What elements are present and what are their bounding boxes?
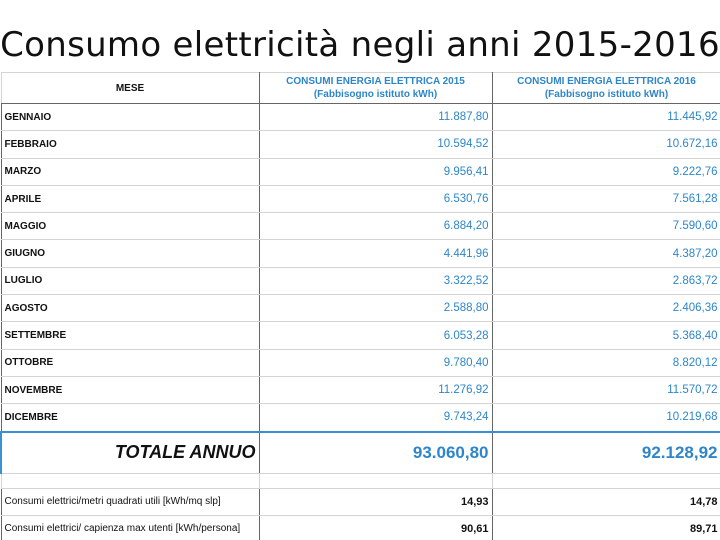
table-row [1,404,720,432]
indicator-2015-value: 90,61 [259,515,492,540]
header-row [1,73,720,104]
value-2016-cell: 10.219,68 [492,404,720,432]
value-2016-cell: 2.406,36 [492,295,720,322]
consumption-table [0,72,720,540]
spacer-row [1,473,720,488]
table-row [1,158,720,185]
table-row [1,213,720,240]
table-row [1,240,720,267]
month-cell: APRILE [1,185,259,212]
table-row [1,104,720,131]
value-2015-cell: 9.743,24 [259,404,492,432]
value-2016-cell: 11.570,72 [492,376,720,403]
indicator-2016-value: 89,71 [492,515,720,540]
month-cell: AGOSTO [1,295,259,322]
table-row [1,185,720,212]
value-2015-cell: 11.276,92 [259,376,492,403]
value-2015-cell: 9.780,40 [259,349,492,376]
value-2016-cell: 11.445,92 [492,104,720,131]
header-2015 [259,73,492,104]
indicator-row [1,488,720,515]
indicator-row [1,515,720,540]
total-row [1,432,720,474]
spacer-cell [492,473,720,488]
month-cell: GIUGNO [1,240,259,267]
value-2016-cell: 7.590,60 [492,213,720,240]
month-cell: LUGLIO [1,267,259,294]
header-2015-title: CONSUMI ENERGIA ELETTRICA 2015 [286,76,465,87]
table-row [1,349,720,376]
value-2015-cell: 6.884,20 [259,213,492,240]
value-2015-cell: 2.588,80 [259,295,492,322]
indicator-2015-value: 14,93 [259,488,492,515]
value-2015-cell: 11.887,80 [259,104,492,131]
value-2016-cell: 2.863,72 [492,267,720,294]
value-2016-cell: 10.672,16 [492,131,720,158]
value-2015-cell: 10.594,52 [259,131,492,158]
value-2016-cell: 7.561,28 [492,185,720,212]
table-row [1,131,720,158]
total-2015-value: 93.060,80 [259,432,492,474]
total-2016-value: 92.128,92 [492,432,720,474]
value-2015-cell: 6.053,28 [259,322,492,349]
consumption-table-sheet [0,72,720,540]
month-cell: MAGGIO [1,213,259,240]
value-2015-cell: 6.530,76 [259,185,492,212]
indicator-2016-value: 14,78 [492,488,720,515]
spacer-cell [259,473,492,488]
month-cell: GENNAIO [1,104,259,131]
table-row [1,267,720,294]
month-cell: MARZO [1,158,259,185]
month-cell: FEBBRAIO [1,131,259,158]
month-cell: SETTEMBRE [1,322,259,349]
header-2016 [492,73,720,104]
table-row [1,295,720,322]
total-label: TOTALE ANNUO [1,432,259,474]
page-title: Consumo elettricità negli anni 2015-2016 [0,25,720,65]
header-2016-subtitle: (Fabbisogno istituto kWh) [544,89,669,100]
value-2015-cell: 4.441,96 [259,240,492,267]
header-2016-title: CONSUMI ENERGIA ELETTRICA 2016 [517,76,696,87]
month-cell: NOVEMBRE [1,376,259,403]
month-cell: DICEMBRE [1,404,259,432]
table-row [1,376,720,403]
value-2016-cell: 5.368,40 [492,322,720,349]
value-2015-cell: 3.322,52 [259,267,492,294]
value-2016-cell: 9.222,76 [492,158,720,185]
value-2016-cell: 4.387,20 [492,240,720,267]
header-2015-subtitle: (Fabbisogno istituto kWh) [313,89,438,100]
spacer-cell [1,473,259,488]
value-2015-cell: 9.956,41 [259,158,492,185]
header-month: MESE [1,73,259,104]
month-cell: OTTOBRE [1,349,259,376]
value-2016-cell: 8.820,12 [492,349,720,376]
indicator-label: Consumi elettrici/metri quadrati utili [kWh/mq slp] [1,488,259,515]
indicator-label: Consumi elettrici/ capienza max utenti [kWh/persona] [1,515,259,540]
table-row [1,322,720,349]
